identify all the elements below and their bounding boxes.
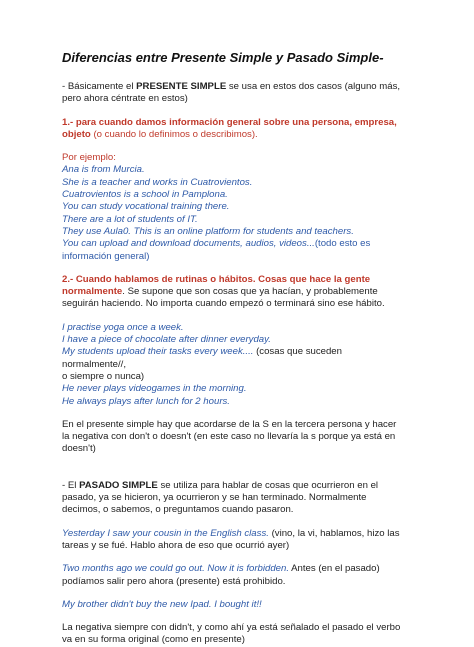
intro-paragraph [62,81,444,106]
section-text: En el presente simple hay que acordarse de la S en la tercera persona y hacer [62,418,397,430]
past-example-3 [62,599,444,611]
section-2 [62,274,444,311]
example-note: (cosas que suceden [253,346,342,358]
past-example-2 [62,563,444,588]
example-note: podíamos salir pero ahora (presente) está prohibido. [62,575,286,587]
past-text: - El [62,479,80,491]
section-text: la negativa con don't o doesn't (en este caso no llevaría la s porque ya está en [62,431,396,443]
section-3 [62,419,444,456]
past-text: va en su forma original (como en presente) [62,634,245,646]
past-example-1 [62,528,444,553]
example-line: You can study vocational training there. [62,201,230,213]
past-intro [62,480,444,517]
example-line: My students upload their tasks every week.... [62,346,254,358]
section-text: doesn't) [62,443,96,455]
section-heading: objeto [62,128,91,140]
section-text: seguirán haciendo. No importa cuando empezó o terminará sino ese hábito. [62,298,385,310]
example-line: Yesterday I saw your cousin in the English class. [62,527,269,539]
example-line: I practise yoga once a week. [62,321,184,333]
intro-text: pero ahora céntrate en estos) [62,93,188,105]
past-text: La negativa siempre con didn't, y como ahí ya está señalado el pasado el verbo [62,622,401,634]
example-line: He never plays videogames in the morning. [62,383,247,395]
intro-text: se usa en estos dos casos (alguno más, [226,81,401,92]
example-note: normalmente//, [62,358,126,370]
section-1-examples [62,152,444,263]
example-line: He always plays after lunch for 2 hours. [62,395,230,407]
example-line: Ana is from Murcia. [62,164,145,176]
example-line: Cuatrovientos is a school in Pamplona. [62,189,228,201]
section-text: . Se supone que son cosas que ya hacían, y probablemente [122,286,378,298]
section-heading: normalmente [62,286,123,298]
past-negative [62,622,444,647]
section-heading: 1.- para cuando damos información general sobre una persona, empresa, [62,116,397,128]
example-note: (todo esto es [314,238,371,250]
example-label: Por ejemplo: [62,152,116,164]
past-text: decimos, o sabemos, o preguntamos cuando pasaron. [62,504,294,516]
presente-simple-term: PRESENTE SIMPLE [136,81,227,92]
example-line: She is a teacher and works in Cuatrovientos. [62,176,253,188]
past-text: se utiliza para hablar de cosas que ocurrieron en el [157,479,379,491]
example-line: I have a piece of chocolate after dinner everyday. [62,334,271,346]
example-note: tareas y se fué. Hablo ahora de eso que ocurrió ayer) [62,539,290,551]
section-heading: 2.- Cuando hablamos de rutinas o hábitos. Cosas que hace la gente [62,273,371,285]
pasado-simple-term: PASADO SIMPLE [79,479,158,491]
section-1-heading [62,117,444,142]
example-note: o siempre o nunca) [62,370,145,382]
intro-text: - Básicamente el [62,81,137,92]
section-2-examples [62,322,444,408]
section-heading: (o cuando lo definimos o describimos). [90,128,258,140]
example-note: información general) [62,250,150,262]
example-line: There are a lot of students of IT. [62,213,198,225]
past-text: pasado, ya se hicieron, ya ocurrieron y se han terminado. Normalmente [62,492,367,504]
example-line: My brother didn't buy the new Ipad. I bought it!! [62,598,262,610]
example-line: They use Aula0. This is an online platform for students and teachers. [62,225,354,237]
example-note: (vino, la vi, hablamos, hizo las [268,527,400,539]
example-line: Two months ago we could go out. Now it is forbidden. [62,563,289,575]
example-note: Antes (en el pasado) [289,563,380,575]
example-line: You can upload and download documents, audios, videos... [62,238,315,250]
page-title: Diferencias entre Presente Simple y Pasado Simple- [62,50,384,65]
